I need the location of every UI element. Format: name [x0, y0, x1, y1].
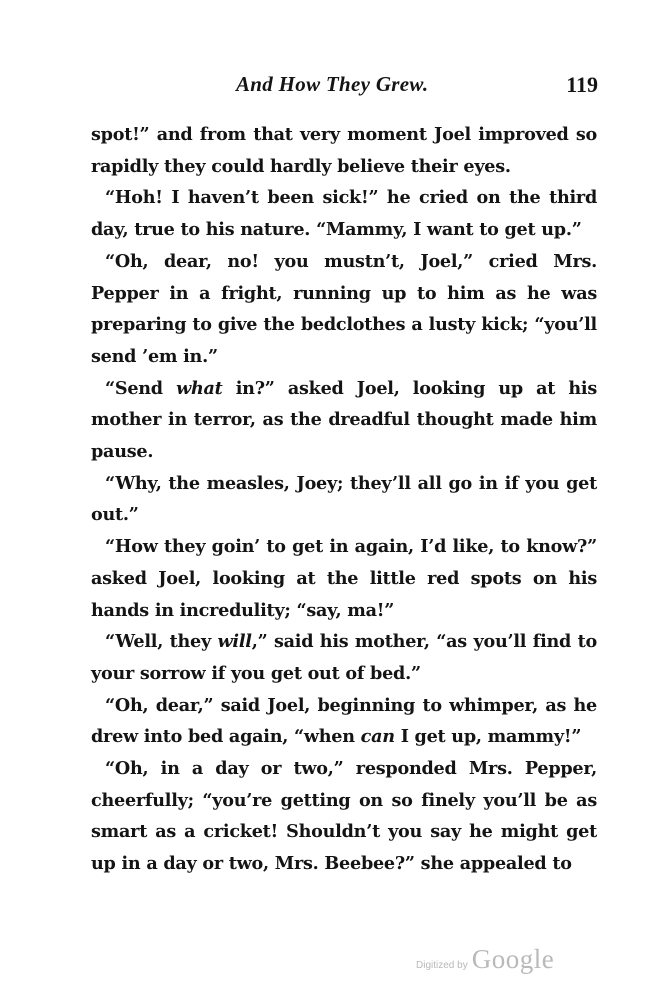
- running-head: [88, 72, 598, 102]
- italic-word: what: [176, 377, 223, 399]
- paragraph-text: ,” said his mother, “as you’ll find to your sorrow if you get out of bed.”: [91, 631, 597, 684]
- paragraph-text: “Why, the measles, Joey; they’ll all go in if you get out.”: [91, 472, 597, 526]
- paragraph: [91, 373, 597, 468]
- google-logo: Google: [471, 944, 555, 974]
- paragraph: [91, 182, 597, 245]
- body-text: [91, 119, 597, 880]
- paragraph-text: “How they goin’ to get in again, I’d like, to know?” asked Joel, looking at the little red spots on his hands in incredulity; “say, ma!”: [91, 536, 597, 621]
- paragraph-text: in?” asked Joel, looking up at his mother in terror, as the dreadful thought made him pause.: [91, 377, 597, 463]
- paragraph-text: “Oh, in a day or two,” responded Mrs. Pepper, cheerfully; “you’re getting on so finely you’ll be as smart as a cricket! Shouldn’t you say he might get up in a day or two, Mrs. Beebee?” she appealed to: [91, 758, 597, 875]
- paragraph: [91, 531, 597, 626]
- paragraph-text: “Oh, dear, no! you mustn’t, Joel,” cried Mrs. Pepper in a fright, running up to him as he was preparing to give the bedclothes a lusty kick; “you’ll send ’em in.”: [91, 250, 597, 367]
- paragraph: [91, 626, 597, 689]
- paragraph-text: “Hoh! I haven’t been sick!” he cried on the third day, true to his nature. “Mammy, I want to get up.”: [91, 187, 597, 241]
- paragraph: [91, 468, 597, 531]
- italic-word: will: [217, 631, 252, 653]
- paragraph-text: spot!” and from that very moment Joel improved so rapidly they could hardly believe their eyes.: [91, 124, 597, 177]
- paragraph-text: “Oh, dear,” said Joel, beginning to whimper, as he drew into bed again, “when: [91, 694, 597, 748]
- paragraph: [91, 690, 597, 753]
- page-number: 119: [566, 72, 598, 97]
- paragraph-text: I get up, mammy!”: [394, 726, 582, 748]
- paragraph-text: “Well, they: [105, 631, 218, 653]
- italic-word: can: [360, 726, 395, 748]
- running-title: And How They Grew.: [236, 72, 429, 96]
- digitized-watermark: [416, 944, 554, 974]
- paragraph: [91, 119, 597, 182]
- watermark-prefix: Digitized by: [416, 960, 468, 971]
- paragraph-text: “Send: [105, 377, 177, 399]
- paragraph: [91, 753, 597, 880]
- paragraph: [91, 246, 597, 373]
